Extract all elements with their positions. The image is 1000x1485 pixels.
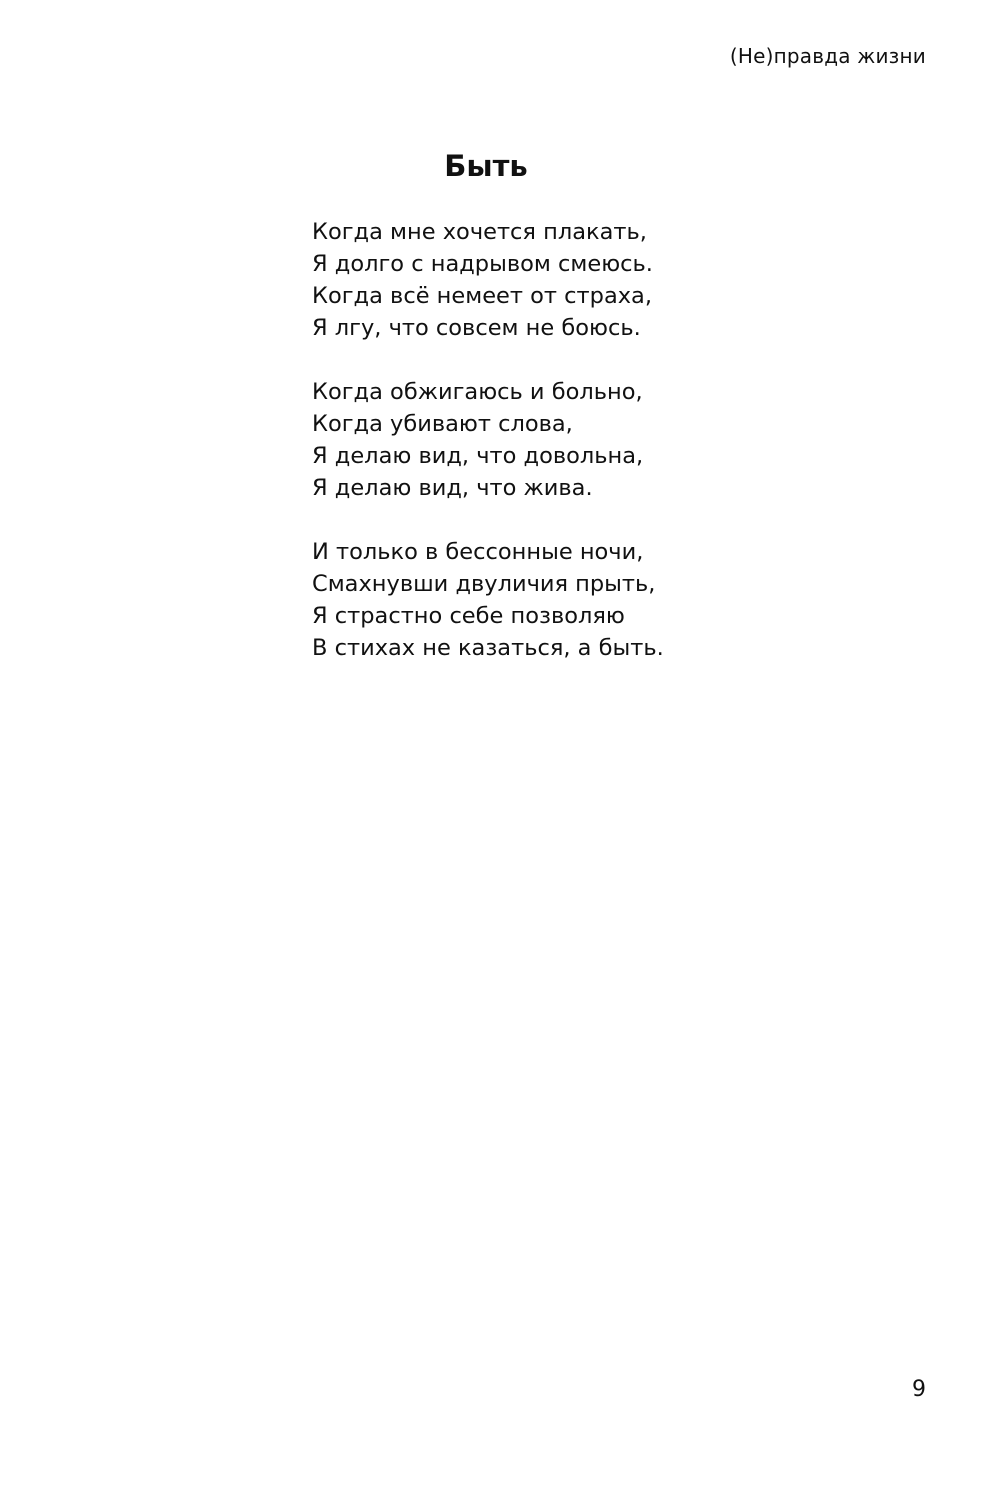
verse-line: Смахнувши двуличия прыть,: [312, 571, 656, 597]
verse-line: Я делаю вид, что жива.: [312, 475, 593, 501]
poem-title: Быть: [444, 149, 528, 183]
stanza-2: [312, 376, 912, 504]
verse-line: Когда мне хочется плакать,: [312, 219, 647, 245]
verse-line: В стихах не казаться, а быть.: [312, 635, 664, 661]
verse-line: Я лгу, что совсем не боюсь.: [312, 315, 641, 341]
stanza-3: [312, 536, 912, 664]
page-number: 9: [912, 1377, 926, 1402]
verse-line: И только в бессонные ночи,: [312, 539, 644, 565]
poem-body: [312, 216, 912, 664]
verse-line: Когда всё немеет от страха,: [312, 283, 652, 309]
running-header: (Не)правда жизни: [729, 44, 926, 68]
verse-line: Я страстно себе позволяю: [312, 603, 625, 629]
verse-line: Когда убивают слова,: [312, 411, 573, 437]
stanza-1: [312, 216, 912, 344]
verse-line: Я делаю вид, что довольна,: [312, 443, 644, 469]
verse-line: Я долго с надрывом смеюсь.: [312, 251, 653, 277]
verse-line: Когда обжигаюсь и больно,: [312, 379, 643, 405]
